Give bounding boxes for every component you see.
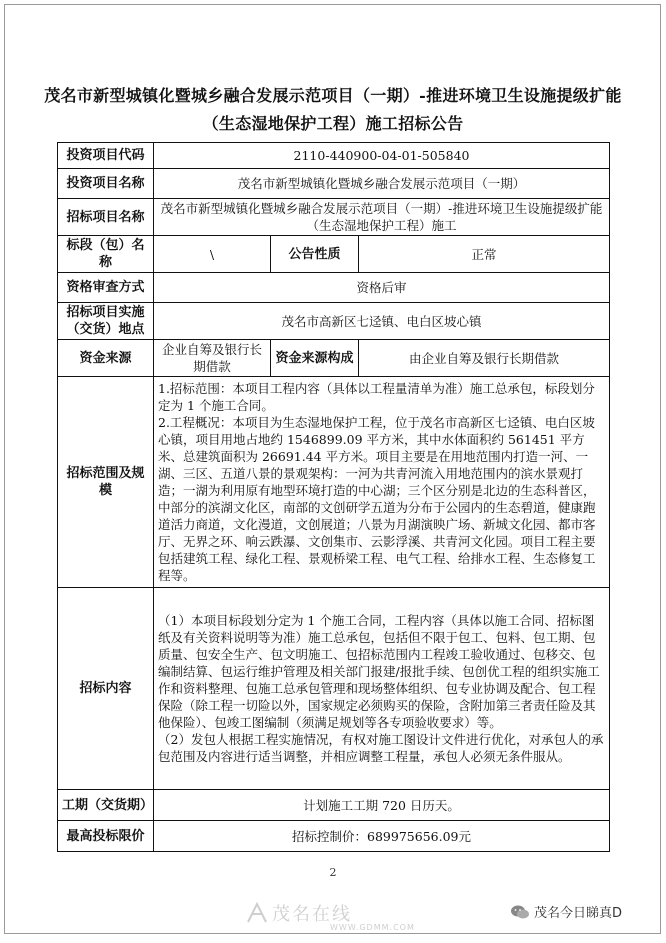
- table-row: [58, 790, 610, 821]
- period-value: 计划施工工期 720 日历天。: [154, 790, 610, 821]
- max-price-value: 招标控制价：689975656.09元: [154, 821, 610, 852]
- table-row: [58, 236, 610, 273]
- page-number: 2: [329, 866, 337, 879]
- project-code-value: 2110-440900-04-01-505840: [154, 143, 610, 169]
- content-value: [154, 588, 610, 790]
- qualification-label: 资格审查方式: [58, 273, 154, 303]
- table-row: [58, 821, 610, 852]
- location-label: 招标项目实施（交货）地点: [58, 303, 154, 340]
- project-code-label: 投资项目代码: [58, 143, 154, 169]
- scope-paragraph-1: 1.招标范围：本项目工程内容（具体以工程量清单为准）施工总承包，标段划分定为 1 个施工合同。: [158, 381, 595, 413]
- project-name-value: 茂名市新型城镇化暨城乡融合发展示范项目（一期）: [154, 169, 610, 199]
- table-row: [58, 303, 610, 340]
- page-title: 茂名市新型城镇化暨城乡融合发展示范项目（一期）-推进环境卫生设施提级扩能（生态湿地保护工程）施工招标公告: [44, 86, 622, 133]
- wechat-account-name: 茂名今日睇真D: [534, 906, 623, 921]
- section-label: 标段（包）名称: [58, 236, 154, 273]
- scope-value: [154, 377, 610, 588]
- location-value: 茂名市高新区七迳镇、电白区坡心镇: [154, 303, 610, 340]
- table-row: [58, 143, 610, 169]
- content-paragraph-1: （1）本项目标段划分定为 1 个施工合同，工程内容（具体以施工合同、招标图纸及有关资料说明等为准）施工总承包，包括但不限于包工、包料、包工期、包质量、包安全生产、包文明施工、包招标范围内工程竣工验收通过、包移交、包编制结算、包运行维护管理及相关部门报建/报批手续、包创优工程的组织实施工作和资料整理、包施工总承包管理和现场整体组织、包专业协调及配合、包工程保险（除工程一切险以外，国家规定必须购买的保险，含附加第三者责任险及其他保险）、包竣工图编制（须满足规划等各专项验收要求）等。: [158, 613, 600, 730]
- notice-table: [57, 142, 610, 852]
- table-row: [58, 169, 610, 199]
- project-name-label: 投资项目名称: [58, 169, 154, 199]
- wechat-icon: [510, 904, 530, 920]
- content-paragraph-2: （2）发包人根据工程实施情况，有权对施工图设计文件进行优化，对承包人的承包范围及内容进行适当调整，并相应调整工程量，承包人必须无条件服从。: [158, 732, 604, 764]
- scope-paragraph-2: 2.工程概况：本项目为生态湿地保护工程，位于茂名市高新区七迳镇、电白区坡心镇，项目用地占地约 1546899.09 平方米，其中水体面积约 561451 平方米、总建筑面积为 26691.44 平方米。项目主要是在用地范围内打造一河、一湖、三区、五道八景的景观架构：一河为共青河流入用地范围内的滨水景观打造；一湖为利用原有地型环境打造的中心湖；三个区分别是北边的生态科普区，中部分的滨湖文化区，南部的文创研学五道为分布于公园内的生态碧道，健康跑道活力商道，文化漫道，文创展道；八景为月湖演映广场、新城文化园、都市客厅、无界之环、响云跌瀑、文创集市、云影浮溪、共青河文化园。项目工程主要包括建筑工程、绿化工程、景观桥梁工程、电气工程、给排水工程、生态修复工程等。: [158, 415, 596, 583]
- table-row: [58, 340, 610, 377]
- max-price-label: 最高投标限价: [58, 821, 154, 852]
- watermark-logo-icon: [246, 902, 268, 924]
- qualification-value: 资格后审: [154, 273, 610, 303]
- notice-type-label: 公告性质: [271, 236, 359, 273]
- funding-composition-value: 由企业自筹及银行长期借款: [359, 340, 610, 377]
- table-row: [58, 273, 610, 303]
- content-label: 招标内容: [58, 588, 154, 790]
- funding-composition-label: 资金来源构成: [271, 340, 359, 377]
- notice-type-value: 正常: [359, 236, 610, 273]
- watermark-url: WWW.GDMM.COM: [330, 923, 415, 932]
- bid-project-name-label: 招标项目名称: [58, 199, 154, 236]
- section-value: \: [154, 236, 271, 273]
- table-row: [58, 199, 610, 236]
- table-row: [58, 588, 610, 790]
- period-label: 工期（交货期）: [58, 790, 154, 821]
- funding-value: 企业自筹及银行长期借款: [154, 340, 271, 377]
- wechat-account: [510, 902, 622, 921]
- funding-label: 资金来源: [58, 340, 154, 377]
- table-row: [58, 377, 610, 588]
- scope-label: 招标范围及规模: [58, 377, 154, 588]
- watermark-brand: 茂名在线: [272, 904, 352, 925]
- bid-project-name-value: 茂名市新型城镇化暨城乡融合发展示范项目（一期）-推进环境卫生设施提级扩能（生态湿地保护工程）施工: [154, 199, 610, 236]
